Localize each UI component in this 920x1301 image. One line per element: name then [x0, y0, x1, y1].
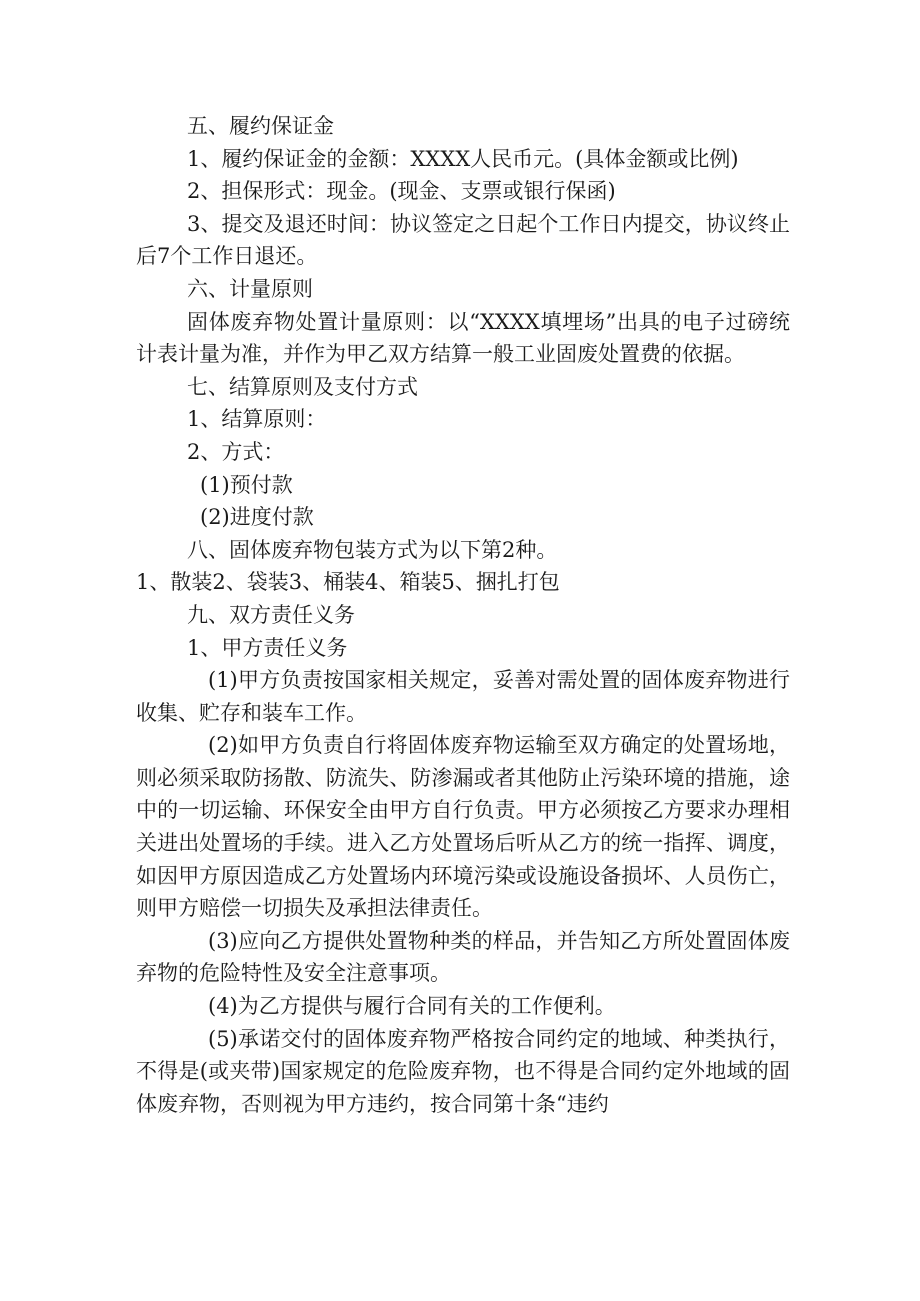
paragraph: 2、担保形式：现金。(现金、支票或银行保函): [187, 179, 616, 204]
paragraph: 七、结算原则及支付方式: [187, 374, 418, 399]
paragraph: 八、固体废弃物包装方式为以下第2种。: [187, 537, 558, 562]
paragraph: 五、履约保证金: [187, 114, 334, 138]
paragraph: (3)应向乙方提供处置物种类的样品，并告知乙方所处置固体废弃物的危险特性及安全注意事项。: [136, 928, 790, 986]
paragraph: 1、结算原则：: [187, 407, 327, 432]
paragraph: 六、计量原则: [187, 276, 313, 301]
paragraph: (5)承诺交付的固体废弃物严格按合同约定的地域、种类执行，不得是(或夹带)国家规定的危险废弃物，也不得是合同约定外地域的固体废弃物，否则视为甲方违约，按合同第十条“违约: [136, 1026, 790, 1116]
paragraph: (1)预付款: [200, 472, 293, 497]
paragraph: 1、履约保证金的金额：XXXX人民币元。(具体金额或比例): [187, 146, 739, 171]
paragraph: (1)甲方负责按国家相关规定，妥善对需处置的固体废弃物进行收集、贮存和装车工作。: [136, 668, 790, 725]
paragraph: 2、方式：: [187, 439, 285, 464]
paragraph: (2)进度付款: [200, 505, 314, 530]
paragraph: 3、提交及退还时间：协议签定之日起个工作日内提交，协议终止后7个工作日退还。: [136, 211, 790, 269]
paragraph: 1、甲方责任义务: [187, 635, 348, 660]
paragraph: 九、双方责任义务: [187, 602, 355, 627]
paragraph: (4)为乙方提供与履行合同有关的工作便利。: [208, 994, 616, 1019]
paragraph: 固体废弃物处置计量原则：以“XXXX填埋场”出具的电子过磅统计表计量为准，并作为甲乙双方结算一般工业固废处置费的依据。: [136, 309, 790, 367]
paragraph: (2)如甲方负责自行将固体废弃物运输至双方确定的处置场地，则必须采取防扬散、防流失、防渗漏或者其他防止污染环境的措施，途中的一切运输、环保安全由甲方自行负责。甲方必须按乙方要求办理相关进出处置场的手续。进入乙方处置场后听从乙方的统一指挥、调度，如因甲方原因造成乙方处置场内环境污染或设施设备损坏、人员伤亡，则甲方赔偿一切损失及承担法律责任。: [136, 733, 790, 921]
paragraph: 1、散装2、袋装3、桶装4、箱装5、捆扎打包: [136, 570, 560, 595]
document-body: [136, 110, 790, 1120]
